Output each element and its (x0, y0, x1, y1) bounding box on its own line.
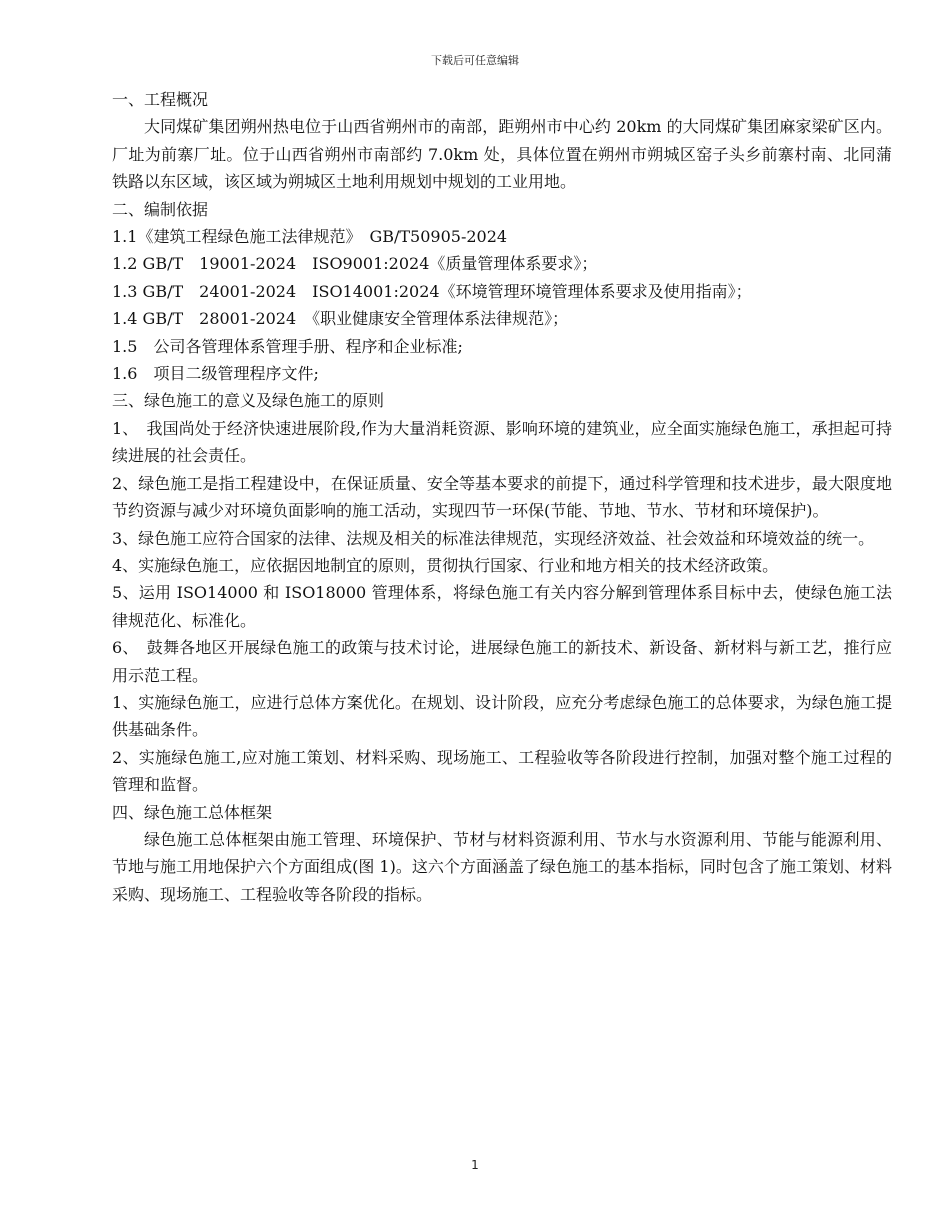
principle-item: 2、绿色施工是指工程建设中，在保证质量、安全等基本要求的前提下，通过科学管理和技术进步，最大限度地节约资源与减少对环境负面影响的施工活动，实现四节一环保(节能、节地、节水、节材和环境保护)。 (112, 473, 892, 521)
principle-item: 2、实施绿色施工,应对施工策划、材料采购、现场施工、工程验收等各阶段进行控制，加强对整个施工过程的管理和监督。 (112, 747, 892, 795)
section-heading-principles: 三、绿色施工的意义及绿色施工的原则 (112, 391, 385, 411)
basis-item: 1.1《建筑工程绿色施工法律规范》 GB/T50905-2024 (112, 227, 508, 247)
page-header: 下载后可任意编辑 (431, 54, 519, 67)
basis-item: 1.3 GB/T 24001-2024 ISO14001:2024《环境管理环境管理体系要求及使用指南》； (112, 281, 752, 301)
section-heading-framework: 四、绿色施工总体框架 (112, 802, 273, 822)
basis-item: 1.2 GB/T 19001-2024 ISO9001:2024《质量管理体系要求》； (112, 254, 598, 274)
principle-item: 4、实施绿色施工，应依据因地制宜的原则，贯彻执行国家、行业和地方相关的技术经济政策。 (112, 555, 779, 575)
framework-paragraph: 绿色施工总体框架由施工管理、环境保护、节材与材料资源利用、节水与水资源利用、节能与能源利用、节地与施工用地保护六个方面组成(图 1)。这六个方面涵盖了绿色施工的基本指标，同时包含了施工策划、材料采购、现场施工、工程验收等各阶段的指标。 (112, 829, 892, 904)
section-heading-overview: 一、工程概况 (112, 90, 209, 109)
basis-item: 1.4 GB/T 28001-2024 《职业健康安全管理体系法律规范》； (112, 309, 569, 329)
basis-item: 1.6 项目二级管理程序文件; (112, 364, 319, 384)
basis-item: 1.5 公司各管理体系管理手册、程序和企业标准; (112, 336, 463, 356)
section-heading-basis: 二、编制依据 (112, 199, 209, 219)
principle-item: 6、 鼓舞各地区开展绿色施工的政策与技术讨论，进展绿色施工的新技术、新设备、新材料与新工艺，推行应用示范工程。 (112, 638, 892, 685)
overview-paragraph: 大同煤矿集团朔州热电位于山西省朔州市的南部，距朔州市中心约 20km 的大同煤矿集团麻家梁矿区内。厂址为前寨厂址。位于山西省朔州市南部约 7.0km 处，具体位置在朔州市朔城区窑子头乡前寨村南、北同蒲铁路以东区域，该区域为朔城区土地利用规划中规划的工业用地。 (112, 117, 892, 192)
page-number: 1 (471, 1158, 479, 1172)
principle-item: 1、 我国尚处于经济快速进展阶段,作为大量消耗资源、影响环境的建筑业，应全面实施绿色施工，承担起可持续进展的社会责任。 (112, 418, 892, 466)
principle-item: 5、运用 ISO14000 和 ISO18000 管理体系，将绿色施工有关内容分解到管理体系目标中去，使绿色施工法律规范化、标准化。 (112, 583, 892, 630)
principle-item: 3、绿色施工应符合国家的法律、法规及相关的标准法律规范，实现经济效益、社会效益和环境效益的统一。 (112, 528, 875, 548)
document-body (112, 86, 892, 908)
principle-item: 1、实施绿色施工，应进行总体方案优化。在规划、设计阶段，应充分考虑绿色施工的总体要求，为绿色施工提供基础条件。 (112, 692, 892, 740)
